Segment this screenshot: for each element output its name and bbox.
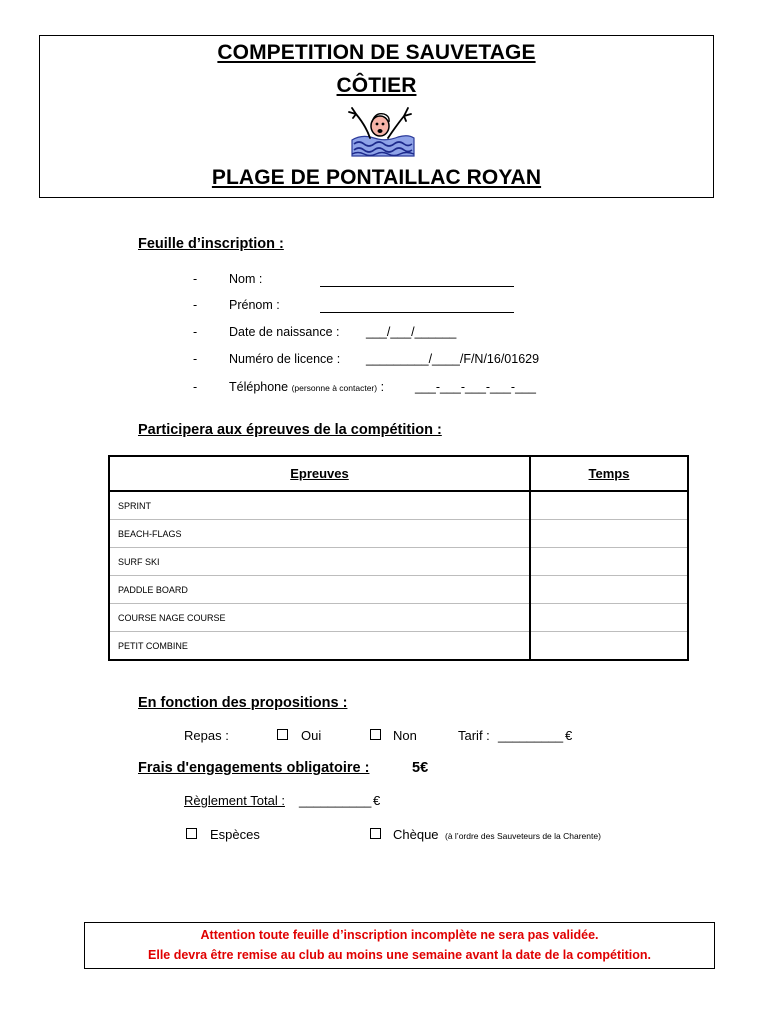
- event-time-cell[interactable]: [530, 604, 688, 632]
- notice-line-2: Elle devra être remise au club au moins une semaine avant la date de la compétition.: [148, 948, 651, 962]
- event-name: SURF SKI: [109, 548, 530, 576]
- title-line-2: CÔTIER: [336, 74, 417, 97]
- col-epreuves: Epreuves: [109, 456, 530, 491]
- non-checkbox[interactable]: [370, 729, 381, 740]
- tarif-label: Tarif :: [458, 728, 490, 743]
- date-naissance-label: Date de naissance :: [229, 325, 340, 339]
- fees-amount: 5€: [412, 760, 429, 776]
- nom-label: Nom :: [229, 272, 263, 286]
- notice-line-1: Attention toute feuille d’inscription incomplète ne sera pas validée.: [200, 928, 599, 942]
- especes-label: Espèces: [210, 827, 260, 842]
- non-label: Non: [393, 728, 417, 743]
- events-header-row: [109, 456, 688, 491]
- telephone-colon: :: [380, 380, 385, 394]
- events-title: Participera aux épreuves de la compétition :: [138, 422, 442, 438]
- especes-checkbox[interactable]: [186, 828, 197, 839]
- table-row: [109, 632, 688, 661]
- events-table: [108, 455, 689, 661]
- propositions-title: En fonction des propositions :: [138, 695, 348, 711]
- registration-title: Feuille d’inscription :: [138, 236, 284, 252]
- event-time-cell[interactable]: [530, 548, 688, 576]
- prenom-line[interactable]: [320, 298, 514, 313]
- table-row: [109, 491, 688, 520]
- bullet-dash: -: [193, 272, 198, 286]
- table-row: [109, 520, 688, 548]
- tarif-currency: €: [565, 728, 573, 743]
- swimmer-waving-icon: [340, 104, 420, 160]
- bullet-dash: -: [193, 352, 198, 366]
- telephone-label: [229, 380, 384, 394]
- total-label: Règlement Total :: [184, 793, 285, 808]
- event-name: PETIT COMBINE: [109, 632, 530, 661]
- repas-label: Repas :: [184, 728, 229, 743]
- oui-label: Oui: [301, 728, 322, 743]
- tarif-blank[interactable]: _________: [498, 728, 564, 743]
- fees-title: Frais d'engagements obligatoire :: [138, 760, 370, 776]
- cheque-label: Chèque: [393, 827, 439, 842]
- title-line-3: PLAGE DE PONTAILLAC ROYAN: [211, 166, 542, 189]
- table-row: [109, 604, 688, 632]
- bullet-dash: -: [193, 298, 198, 312]
- event-time-cell[interactable]: [530, 491, 688, 520]
- header-box: [39, 35, 714, 198]
- event-name: BEACH-FLAGS: [109, 520, 530, 548]
- nom-line[interactable]: [320, 272, 514, 287]
- bullet-dash: -: [193, 380, 198, 394]
- event-time-cell[interactable]: [530, 632, 688, 661]
- table-row: [109, 548, 688, 576]
- event-name: PADDLE BOARD: [109, 576, 530, 604]
- title-line-1: COMPETITION DE SAUVETAGE: [217, 41, 536, 64]
- licence-blank[interactable]: _________/____/F/N/16/01629: [366, 352, 540, 366]
- telephone-blank[interactable]: ___-___-___-___-___: [415, 380, 536, 394]
- notice-box: [84, 922, 715, 969]
- total-currency: €: [373, 793, 381, 808]
- table-row: [109, 576, 688, 604]
- telephone-label-text: Téléphone: [229, 380, 289, 394]
- cheque-note: (à l’ordre des Sauveteurs de la Charente): [445, 831, 601, 841]
- telephone-note: (personne à contacter): [291, 383, 378, 393]
- event-time-cell[interactable]: [530, 576, 688, 604]
- prenom-label: Prénom :: [229, 298, 280, 312]
- event-name: COURSE NAGE COURSE: [109, 604, 530, 632]
- col-temps: Temps: [530, 456, 688, 491]
- bullet-dash: -: [193, 325, 198, 339]
- event-name: SPRINT: [118, 500, 152, 511]
- event-time-cell[interactable]: [530, 520, 688, 548]
- date-naissance-blank[interactable]: ___/___/______: [366, 325, 457, 339]
- cheque-checkbox[interactable]: [370, 828, 381, 839]
- oui-checkbox[interactable]: [277, 729, 288, 740]
- licence-label: Numéro de licence :: [229, 352, 341, 366]
- total-blank[interactable]: __________: [299, 793, 372, 808]
